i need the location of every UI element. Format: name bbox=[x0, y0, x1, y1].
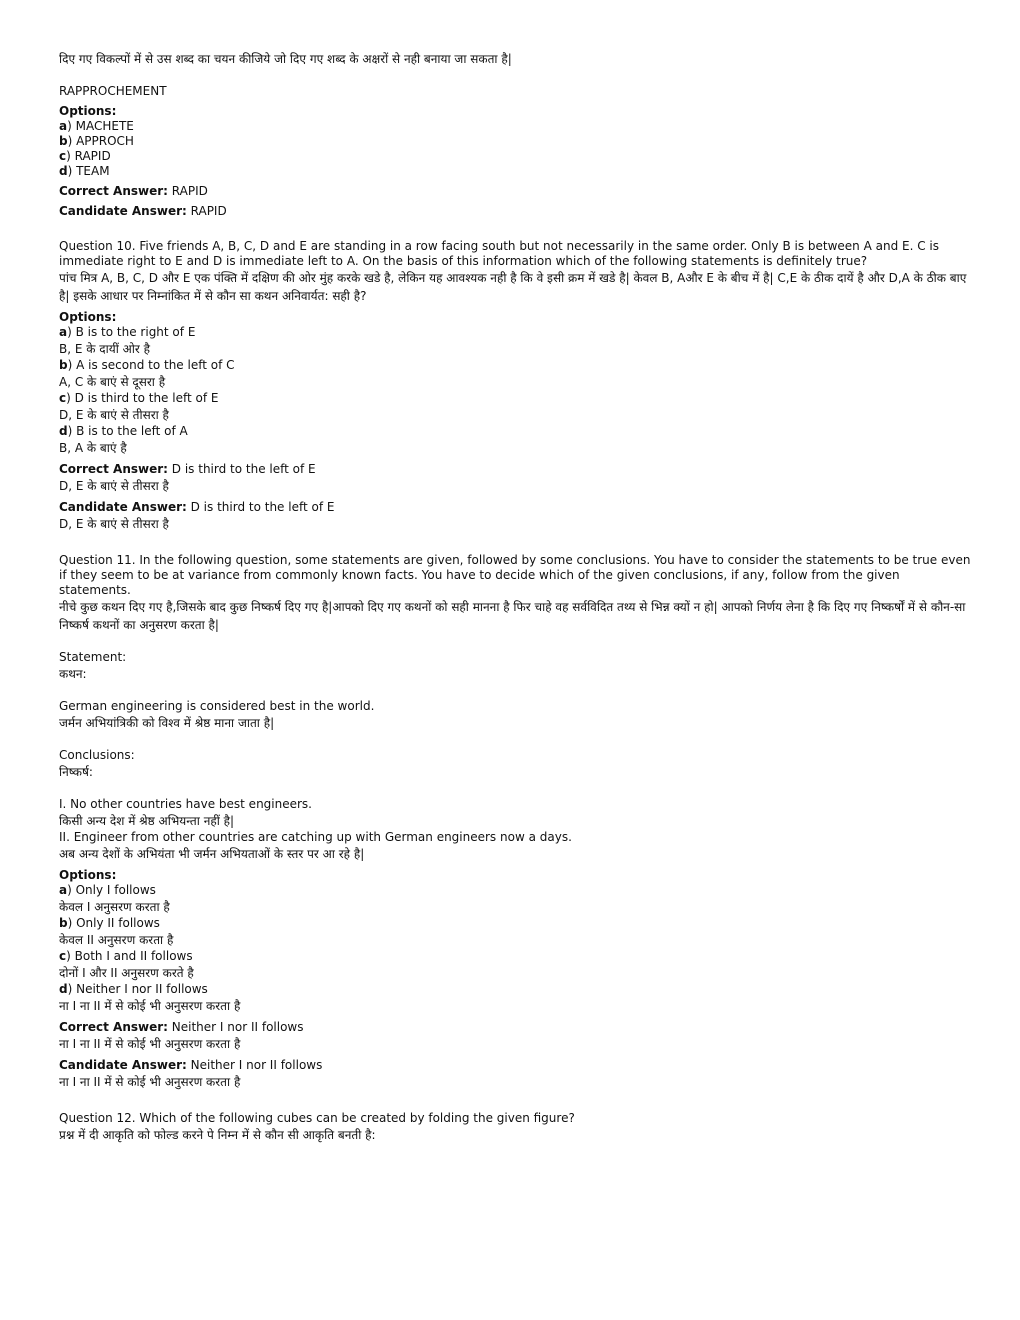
q10-option-c: c) D is third to the left of E bbox=[59, 391, 219, 405]
q9-option-a: a) MACHETE bbox=[59, 119, 134, 133]
q11-option-b-hindi: केवल II अनुसरण करता है bbox=[59, 933, 174, 947]
q11-option-c-hindi: दोनों I और II अनुसरण करते है bbox=[59, 966, 194, 980]
q11-options-label: Options: bbox=[59, 868, 117, 882]
q10-question-hindi: पांच मित्र A, B, C, D और E एक पंक्ति में दक्षिण की ओर मुंह करके खडे है, लेकिन यह आवश्यक नही है कि वे इसी क्रम में खडे है| केवल B, Aऔर E के बीच में है| C,E के ठीक दायें है और D,A के ठीक बाए है| इसके आधार पर निम्नांकित में से कौन सा कथन अनिवार्यत: सही है? bbox=[59, 271, 967, 303]
q11-conclusion-2: II. Engineer from other countries are catching up with German engineers now a days. bbox=[59, 830, 572, 844]
q10-correct-answer: Correct Answer: D is third to the left of E bbox=[59, 462, 316, 476]
q11-candidate-answer-hindi: ना I ना II में से कोई भी अनुसरण करता है bbox=[59, 1075, 241, 1089]
q11-conclusions-label: Conclusions: bbox=[59, 748, 135, 762]
q11-question-hindi: नीचे कुछ कथन दिए गए है,जिसके बाद कुछ निष्कर्ष दिए गए है|आपको दिए गए कथनों को सही मानना है फिर चाहे वह सर्वविदित तथ्य से भिन्न क्यों न हो| आपको निर्णय लेना है कि दिए गए निष्कर्षों में से कौन-सा निष्कर्ष कथनों का अनुसरण करता है| bbox=[59, 600, 966, 632]
q10-option-d-hindi: B, A के बाएं है bbox=[59, 441, 127, 455]
q10-candidate-answer: Candidate Answer: D is third to the left of E bbox=[59, 500, 335, 514]
q11-conclusions-label-hindi: निष्कर्ष: bbox=[59, 765, 93, 779]
q9-options-label: Options: bbox=[59, 104, 117, 118]
q9-intro-hindi: दिए गए विकल्पों में से उस शब्द का चयन कीजिये जो दिए गए शब्द के अक्षरों से नही बनाया जा सकता है| bbox=[59, 52, 512, 66]
q12-question-english: Question 12. Which of the following cubes can be created by folding the given figure? bbox=[59, 1111, 575, 1125]
q10-option-a: a) B is to the right of E bbox=[59, 325, 196, 339]
q10-option-d: d) B is to the left of A bbox=[59, 424, 188, 438]
q11-option-c: c) Both I and II follows bbox=[59, 949, 193, 963]
q9-option-d: d) TEAM bbox=[59, 164, 110, 178]
q11-option-b: b) Only II follows bbox=[59, 916, 160, 930]
q10-options-label: Options: bbox=[59, 310, 117, 324]
q10-correct-answer-hindi: D, E के बाएं से तीसरा है bbox=[59, 479, 169, 493]
q10-option-b: b) A is second to the left of C bbox=[59, 358, 235, 372]
q11-statement-text: German engineering is considered best in the world. bbox=[59, 699, 375, 713]
q10-option-c-hindi: D, E के बाएं से तीसरा है bbox=[59, 408, 169, 422]
q11-option-d-hindi: ना I ना II में से कोई भी अनुसरण करता है bbox=[59, 999, 241, 1013]
q11-conclusion-2-hindi: अब अन्य देशों के अभियंता भी जर्मन अभियताओं के स्तर पर आ रहे है| bbox=[59, 847, 365, 861]
q10-option-a-hindi: B, E के दायीं ओर है bbox=[59, 342, 151, 356]
document-page bbox=[59, 50, 971, 1144]
q10-option-b-hindi: A, C के बाएं से दूसरा है bbox=[59, 375, 166, 389]
q10-question-english: Question 10. Five friends A, B, C, D and E are standing in a row facing south but not necessarily in the same order. Only B is between A and E. C is immediate right to E and D is immediate left to A. On the basis of this information which of the following statements is definitely true? bbox=[59, 239, 940, 268]
q11-option-a: a) Only I follows bbox=[59, 883, 156, 897]
q9-candidate-answer: Candidate Answer: RAPID bbox=[59, 204, 227, 218]
q11-correct-answer: Correct Answer: Neither I nor II follows bbox=[59, 1020, 304, 1034]
q11-question-english: Question 11. In the following question, some statements are given, followed by some conclusions. You have to consider the statements to be true even if they seem to be at variance from commonly known facts. You have to decide which of the given conclusions, if any, follow from the given statements. bbox=[59, 553, 971, 597]
q11-statement-label-hindi: कथन: bbox=[59, 667, 87, 681]
q10-candidate-answer-hindi: D, E के बाएं से तीसरा है bbox=[59, 517, 169, 531]
q11-statement-label: Statement: bbox=[59, 650, 127, 664]
q11-conclusion-1-hindi: किसी अन्य देश में श्रेष्ठ अभियन्ता नहीं है| bbox=[59, 814, 235, 828]
q11-option-a-hindi: केवल I अनुसरण करता है bbox=[59, 900, 170, 914]
q9-option-c: c) RAPID bbox=[59, 149, 111, 163]
q9-correct-answer: Correct Answer: RAPID bbox=[59, 184, 208, 198]
q9-word: RAPPROCHEMENT bbox=[59, 84, 167, 98]
q11-statement-text-hindi: जर्मन अभियांत्रिकी को विश्व में श्रेष्ठ माना जाता है| bbox=[59, 716, 275, 730]
q11-conclusion-1: I. No other countries have best engineers. bbox=[59, 797, 312, 811]
q9-option-b: b) APPROCH bbox=[59, 134, 134, 148]
q11-correct-answer-hindi: ना I ना II में से कोई भी अनुसरण करता है bbox=[59, 1037, 241, 1051]
q12-question-hindi: प्रश्न में दी आकृति को फोल्ड करने पे निम्न में से कौन सी आकृति बनती है: bbox=[59, 1128, 376, 1142]
q11-candidate-answer: Candidate Answer: Neither I nor II follows bbox=[59, 1058, 323, 1072]
q11-option-d: d) Neither I nor II follows bbox=[59, 982, 208, 996]
